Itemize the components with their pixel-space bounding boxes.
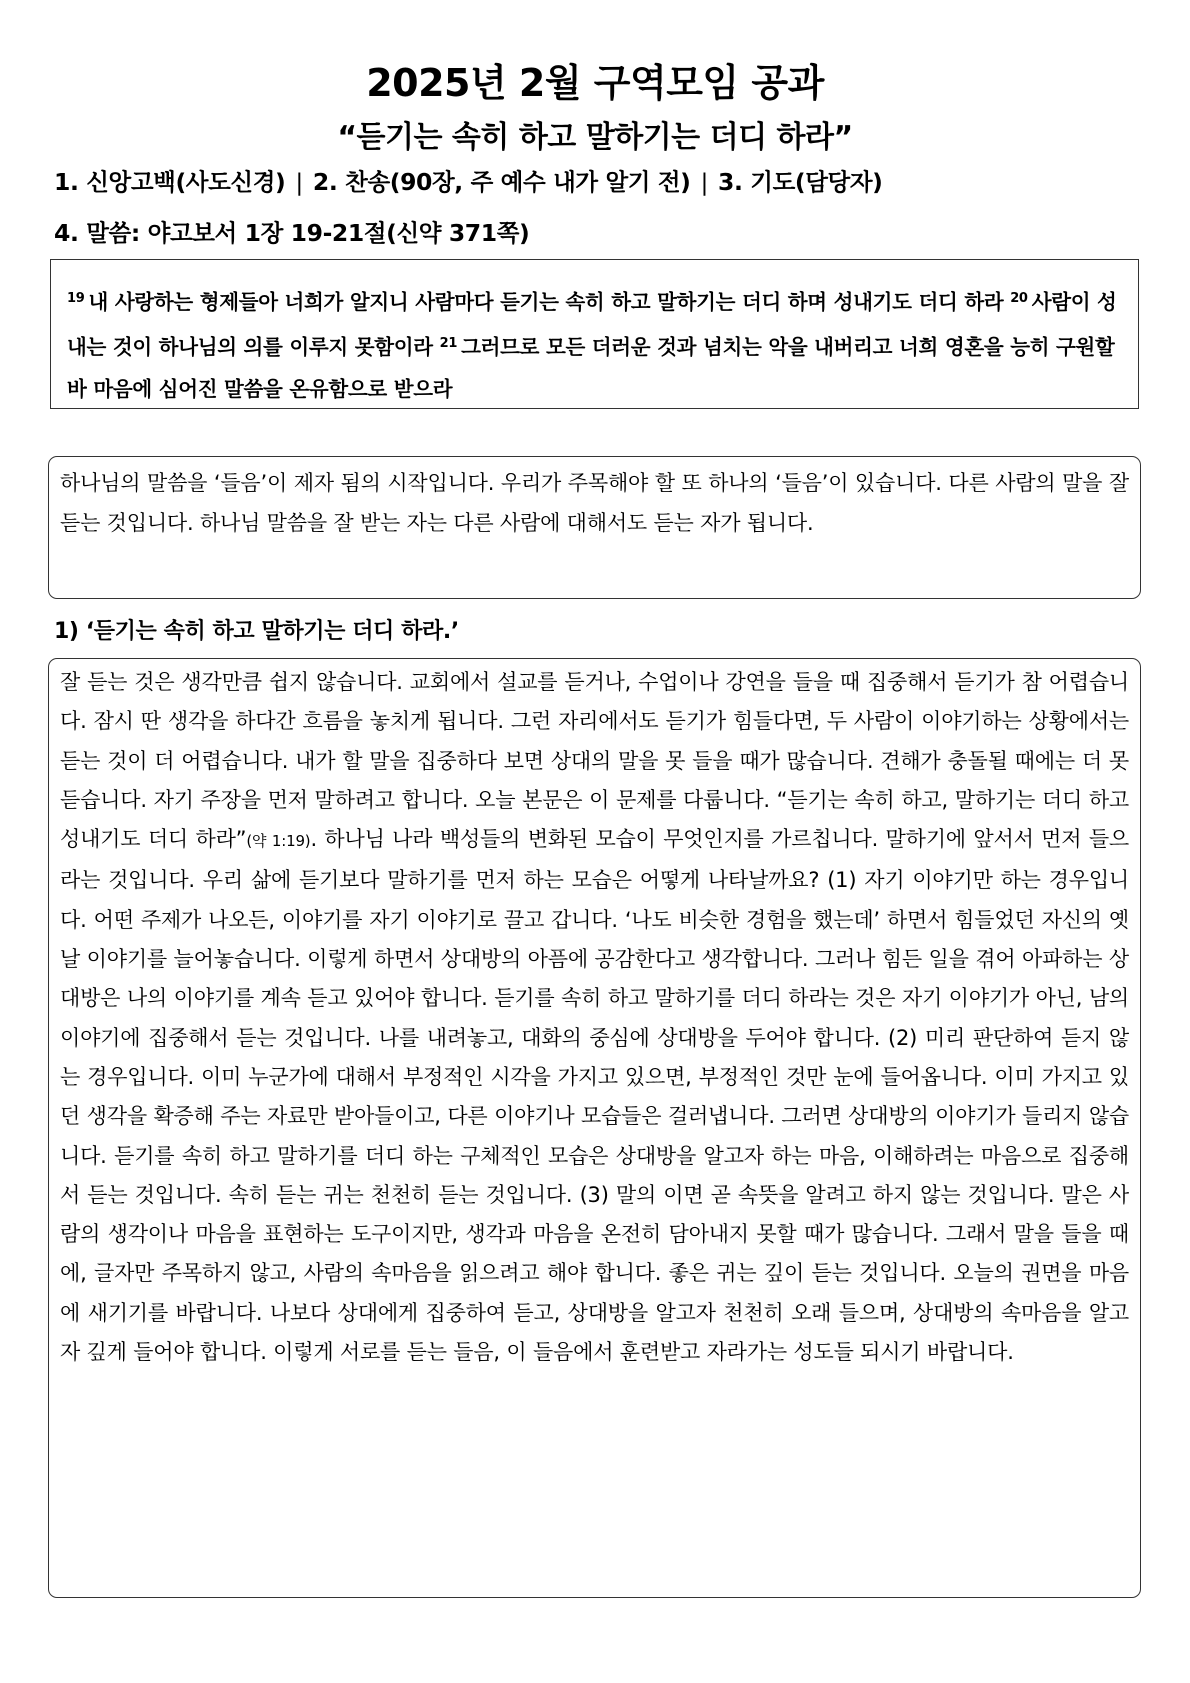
intro-paragraph: 하나님의 말씀을 ‘들음’이 제자 됨의 시작입니다. 우리가 주목해야 할 또 하나의 ‘들음’이 있습니다. 다른 사람의 말을 잘 듣는 것입니다. 하나님 말씀을 잘 받는 자는 다른 사람에 대해서도 듣는 자가 됩니다. <box>60 471 1129 535</box>
section-body-box <box>48 658 1141 1598</box>
page-title: 2025년 2월 구역모임 공과 <box>366 61 824 105</box>
verse-number: 20 <box>1010 291 1028 306</box>
worship-order <box>54 163 882 197</box>
verse-text: 사람이 성내는 것이 하나님의 의를 이루지 못함이라 <box>67 290 1117 359</box>
verse-text: 그러므로 모든 더러운 것과 넘치는 악을 내버리고 너희 영혼을 능히 구원할 바 마음에 심어진 말씀을 온유함으로 받으라 <box>67 335 1115 401</box>
order-item-creed: 1. 신앙고백(사도신경) <box>54 168 286 196</box>
page-subtitle: “듣기는 속히 하고 말하기는 더디 하라” <box>337 120 853 155</box>
order-item-prayer: 3. 기도(담당자) <box>718 168 883 196</box>
order-item-hymn: 2. 찬송(90장, 주 예수 내가 알기 전) <box>312 168 691 196</box>
verse-number: 19 <box>67 291 85 306</box>
scripture-passage-box <box>50 259 1139 409</box>
body-text: . 하나님 나라 백성들의 변화된 모습이 무엇인지를 가르칩니다. 말하기에 앞서서 먼저 들으라는 것입니다. 우리 삶에 듣기보다 말하기를 먼저 하는 모습은 어떻게 나타날까요? (1) 자기 이야기만 하는 경우입니다. 어떤 주제가 나오든, 이야기를 자기 이야기로 끌고 갑니다. ‘나도 비슷한 경험을 했는데’ 하면서 힘들었던 자신의 옛날 이야기를 늘어놓습니다. 이렇게 하면서 상대방의 아픔에 공감한다고 생각합니다. 그러나 힘든 일을 겪어 아파하는 상대방은 나의 이야기를 계속 듣고 있어야 합니다. 듣기를 속히 하고 말하기를 더디 하라는 것은 자기 이야기가 아닌, 남의 이야기에 집중해서 듣는 것입니다. 나를 내려놓고, 대화의 중심에 상대방을 두어야 합니다. (2) 미리 판단하여 듣지 않는 경우입니다. 이미 누군가에 대해서 부정적인 시각을 가지고 있으면, 부정적인 것만 눈에 들어옵니다. 이미 가지고 있던 생각을 확증해 주는 자료만 받아들이고, 다른 이야기나 모습들은 걸러냅니다. 그러면 상대방의 이야기가 들리지 않습니다. 듣기를 속히 하고 말하기를 더디 하는 구체적인 모습은 상대방을 알고자 하는 마음, 이해하려는 마음으로 집중해서 듣는 것입니다. 속히 듣는 귀는 천천히 듣는 것입니다. (3) 말의 이면 곧 속뜻을 알려고 하지 않는 것입니다. 말은 사람의 생각이나 마음을 표현하는 도구이지만, 생각과 마음을 온전히 담아내지 못할 때가 많습니다. 그래서 말을 들을 때에, 글자만 주목하지 않고, 사람의 속마음을 읽으려고 해야 합니다. 좋은 귀는 깊이 듣는 것입니다. 오늘의 권면을 마음에 새기기를 바랍니다. 나보다 상대에게 집중하여 듣고, 상대방을 알고자 천천히 오래 들으며, 상대방의 속마음을 알고자 깊게 들어야 합니다. 이렇게 서로를 듣는 들음, 이 들음에서 훈련받고 자라가는 성도들 되시기 바랍니다. <box>60 827 1129 1365</box>
scripture-reference: 4. 말씀: 야고보서 1장 19-21절(신약 371쪽) <box>54 219 530 247</box>
order-separator: | <box>700 168 709 196</box>
section-paragraph <box>60 663 1129 1372</box>
intro-box <box>48 456 1141 599</box>
bible-citation: (약 1:19) <box>246 832 311 851</box>
order-separator: | <box>295 168 303 196</box>
verse-text: 내 사랑하는 형제들아 너희가 알지니 사람마다 듣기는 속히 하고 말하기는 더디 하며 성내기도 더디 하라 <box>88 290 1004 314</box>
verse-number: 21 <box>439 336 458 351</box>
body-text: 잘 듣는 것은 생각만큼 쉽지 않습니다. 교회에서 설교를 듣거나, 수업이나 강연을 들을 때 집중해서 듣기가 참 어렵습니다. 잠시 딴 생각을 하다간 흐름을 놓치게 됩니다. 그런 자리에서도 듣기가 힘들다면, 두 사람이 이야기하는 상황에서는 듣는 것이 더 어렵습니다. 내가 할 말을 집중하다 보면 상대의 말을 못 들을 때가 많습니다. 견해가 충돌될 때에는 더 못 듣습니다. 자기 주장을 먼저 말하려고 합니다. 오늘 본문은 이 문제를 다룹니다. “듣기는 속히 하고, 말하기는 더디 하고 성내기도 더디 하라” <box>60 670 1129 852</box>
section-heading: 1) ‘듣기는 속히 하고 말하기는 더디 하라.’ <box>54 619 459 644</box>
